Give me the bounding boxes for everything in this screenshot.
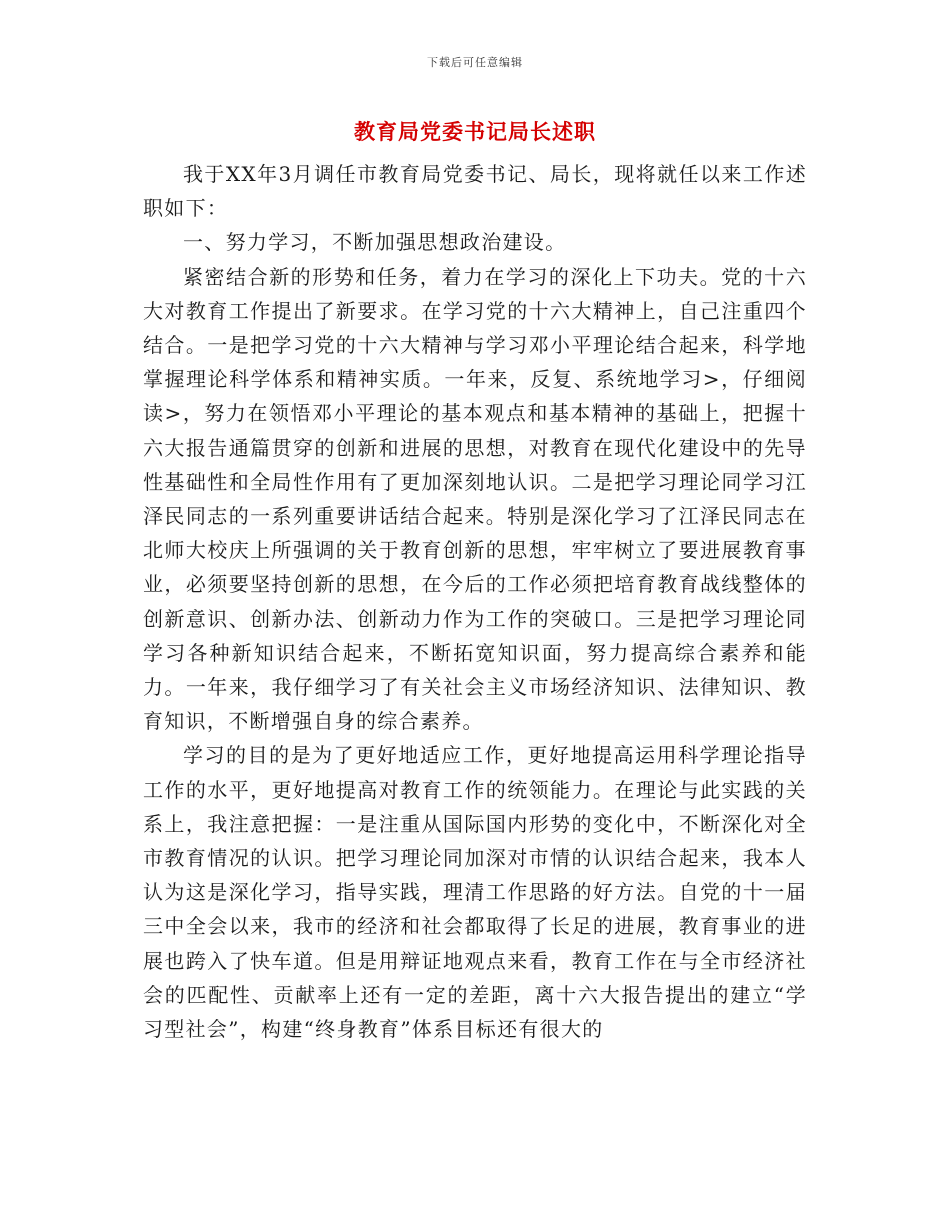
paragraph-intro: 我于XX年3月调任市教育局党委书记、局长，现将就任以来工作述职如下： — [143, 162, 807, 221]
paragraph-section-heading: 一、努力学习，不断加强思想政治建设。 — [183, 230, 567, 255]
header-note: 下载后可任意编辑 — [427, 56, 523, 69]
document-body — [143, 157, 807, 1046]
paragraph-study-combinations: 紧密结合新的形势和任务，着力在学习的深化上下功夫。党的十六大对教育工作提出了新要求。在学习党的十六大精神上，自己注重四个结合。一是把学习党的十六大精神与学习邓小平理论结合起来，科学地掌握理论科学体系和精神实质。一年来，反复、系统地学习>，仔细阅读>，努力在领悟邓小平理论的基本观点和基本精神的基础上，把握十六大报告通篇贯穿的创新和进展的思想，对教育在现代化建设中的先导性基础性和全局性作用有了更加深刻地认识。二是把学习理论同学习江泽民同志的一系列重要讲话结合起来。特别是深化学习了江泽民同志在北师大校庆上所强调的关于教育创新的思想，牢牢树立了要进展教育事业，必须要坚持创新的思想，在今后的工作必须把培育教育战线整体的创新意识、创新办法、创新动力作为工作的突破口。三是把学习理论同学习各种新知识结合起来，不断拓宽知识面，努力提高综合素养和能力。一年来，我仔细学习了有关社会主义市场经济知识、法律知识、教育知识，不断增强自身的综合素养。 — [143, 264, 807, 734]
document-title: 教育局党委书记局长述职 — [354, 119, 596, 144]
paragraph-study-purpose: 学习的目的是为了更好地适应工作，更好地提高运用科学理论指导工作的水平，更好地提高对教育工作的统领能力。在理论与此实践的关系上，我注意把握：一是注重从国际国内形势的变化中，不断深化对全市教育情况的认识。把学习理论同加深对市情的认识结合起来，我本人认为这是深化学习，指导实践，理清工作思路的好方法。自党的十一届三中全会以来，我市的经济和社会都取得了长足的进展，教育事业的进展也跨入了快车道。但是用辩证地观点来看，教育工作在与全市经济社会的匹配性、贡献率上还有一定的差距，离十六大报告提出的建立“学习型社会”，构建“终身教育”体系目标还有很大的 — [143, 743, 807, 1042]
